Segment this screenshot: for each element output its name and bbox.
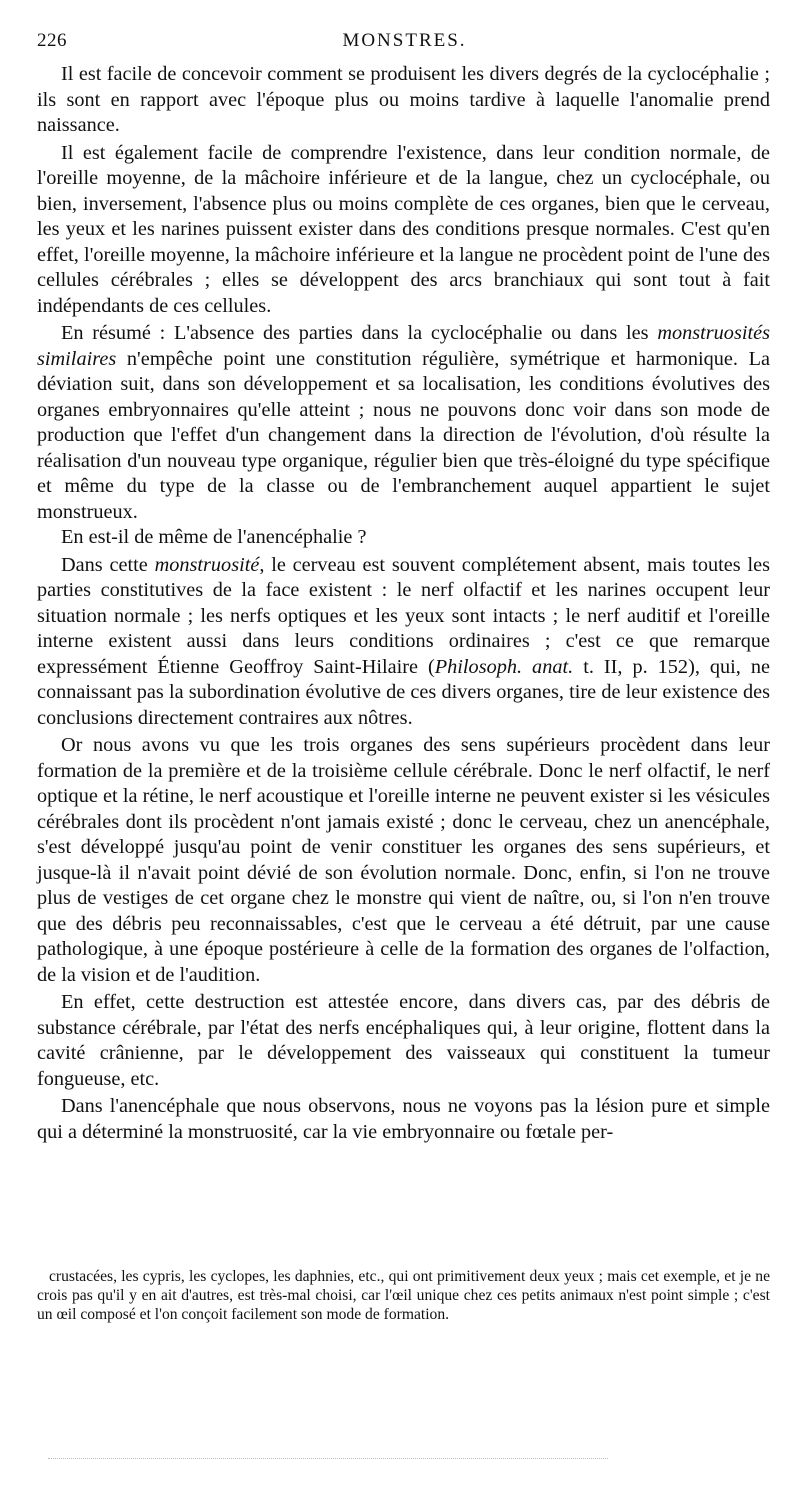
paragraph: En effet, cette destruction est attestée encore, dans divers cas, par des débris de substance cérébrale, par l'état des nerfs encéphaliques qui, à leur origine, flottent dans la cavité crânienne, par le développement des vaisseaux qui constituent la tumeur fongueuse, etc. — [37, 991, 770, 1090]
paragraph: En résumé : L'absence des parties dans la cyclocéphalie ou dans les monstruosités similaires n'empêche point une constitution régulière, symétrique et harmonique. La déviation suit, dans son développement et sa localisation, les conditions évolutives des organes embryonnaires qu'elle atteint ; nous ne pouvons donc voir dans son mode de production que l'effet d'un changement dans la direction de l'évolution, d'où résulte la réalisation d'un nouveau type organique, régulier bien que très-éloigné du type spécifique et même du type de la classe ou de l'embranchement auquel appartient le sujet monstrueux. — [37, 322, 770, 523]
italic-term: monstruosités similaires — [37, 322, 770, 370]
italic-term: monstruosité — [154, 553, 260, 576]
italic-citation: Philosoph. anat. — [434, 655, 574, 678]
page-number: 226 — [37, 30, 67, 51]
bottom-divider — [48, 1458, 608, 1459]
paragraph: Il est facile de concevoir comment se produisent les divers degrés de la cyclocéphalie ; ils sont en rapport avec l'époque plus ou moins tardive à laquelle l'anomalie prend naissance. — [37, 63, 770, 136]
footnote-text: crustacées, les cypris, les cyclopes, les daphnies, etc., qui ont primitivement deux yeux ; mais cet exemple, et je ne crois pas qu'il y en ait d'autres, est très-mal choisi, car l'œil unique chez ces petits animaux n'est point simple ; c'est un œil composé et l'on conçoit facilement son mode de formation. — [37, 1268, 770, 1323]
running-head: MONSTRES. — [342, 30, 467, 51]
paragraph: Dans l'anencéphale que nous observons, nous ne voyons pas la lésion pure et simple qui a déterminé la monstruosité, car la vie embryonnaire ou fœtale per- — [37, 1095, 770, 1143]
paragraph: Dans cette monstruosité, le cerveau est souvent complétement absent, mais toutes les parties constitutives de la face existent : le nerf olfactif et les narines occupent leur situation normale ; les nerfs optiques et les yeux sont intacts ; le nerf auditif et l'oreille interne existent aussi dans leurs conditions ordinaires ; c'est ce que remarque expressément Étienne Geoffroy Saint-Hilaire (Philosoph. anat. t. II, p. 152), qui, ne connaissant pas la subordination évolutive de ces divers organes, tire de leur existence des conclusions directement contraires aux nôtres. — [37, 553, 770, 729]
footnote — [37, 1267, 770, 1324]
paragraph: Or nous avons vu que les trois organes des sens supérieurs procèdent dans leur formation de la première et de la troisième cellule cérébrale. Donc le nerf olfactif, le nerf optique et la rétine, le nerf acoustique et l'oreille interne ne peuvent exister si les vésicules cérébrales dont ils procèdent n'ont jamais existé ; donc le cerveau, chez un anencéphale, s'est développé jusqu'au point de venir constituer les organes des sens supérieurs, et jusque-là il n'avait point dévié de son évolution normale. Donc, enfin, si l'on ne trouve plus de vestiges de cet organe chez le monstre qui vient de naître, ou, si l'on n'en trouve que des débris peu reconnaissables, c'est que le cerveau a été détruit, par une cause pathologique, à une époque postérieure à celle de la formation des organes de l'olfaction, de la vision et de l'audition. — [37, 734, 770, 986]
page-header — [37, 24, 772, 54]
main-text — [37, 62, 770, 1145]
paragraph: En est-il de même de l'anencéphalie ? — [61, 526, 367, 548]
paragraph: Il est également facile de comprendre l'existence, dans leur condition normale, de l'oreille moyenne, de la mâchoire inférieure et de la langue, chez un cyclocéphale, ou bien, inversement, l'absence plus ou moins complète de ces organes, bien que le cerveau, les yeux et les narines puissent exister dans des conditions presque normales. C'est qu'en effet, l'oreille moyenne, la mâchoire inférieure et la langue ne procèdent point de l'une des cellules cérébrales ; elles se développent des arcs branchiaux qui sont tout à fait indépendants de ces cellules. — [37, 141, 770, 317]
